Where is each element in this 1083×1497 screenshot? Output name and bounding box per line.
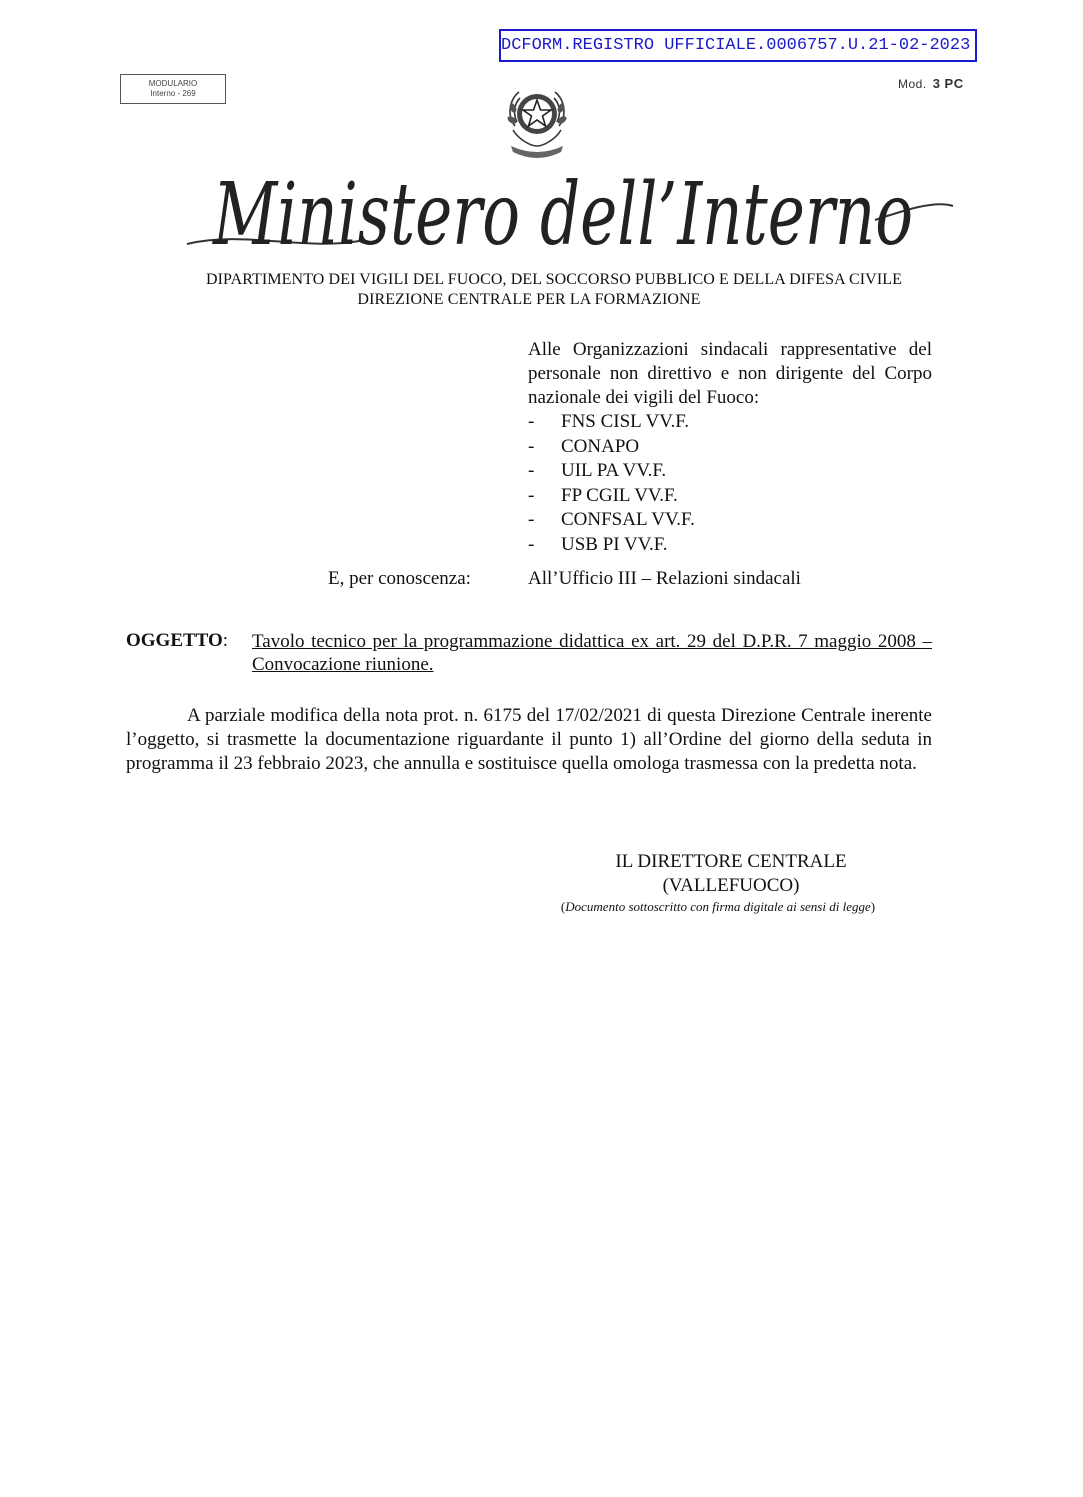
union-item: - FP CGIL VV.F. — [528, 484, 678, 506]
body-paragraph: A parziale modifica della nota prot. n. 6175 del 17/02/2021 di questa Direzione Centrale inerente l’oggetto, si trasmette la documentazione riguardante il punto 1) all’Ordine del giorno della seduta in programma il 23 febbraio 2023, che annulla e sostituisce quella omologa trasmessa con la predetta nota. — [126, 705, 932, 775]
union-item: - USB PI VV.F. — [528, 533, 668, 555]
department-heading: DIPARTIMENTO DEI VIGILI DEL FUOCO, DEL SOCCORSO PUBBLICO E DELLA DIFESA CIVILE — [205, 271, 903, 288]
union-item: - UIL PA VV.F. — [528, 460, 667, 481]
union-list — [528, 410, 932, 557]
protocol-stamp: DCFORM.REGISTRO UFFICIALE.0006757.U.21-02-2023 — [499, 29, 977, 62]
mod-code — [898, 76, 964, 91]
cc-recipient: All’Ufficio III – Relazioni sindacali — [528, 568, 801, 589]
union-item: - CONFSAL VV.F. — [528, 509, 695, 530]
union-item: - FNS CISL VV.F. — [528, 411, 690, 432]
cc-label: E, per conoscenza: — [328, 568, 471, 589]
ministry-logotype — [185, 160, 955, 265]
signatory-title: IL DIRETTORE CENTRALE — [615, 851, 847, 872]
union-item: - CONAPO — [528, 435, 640, 457]
subject-label: OGGETTO: — [126, 630, 229, 651]
digital-signature-note: (Documento sottoscritto con firma digitale ai sensi di legge) — [560, 899, 876, 914]
mod-prefix: Mod. — [898, 77, 927, 91]
modulario-line2: Interno - 269 — [150, 89, 196, 98]
signatory-name: (VALLEFUOCO) — [662, 875, 800, 896]
recipients-block — [528, 338, 932, 557]
directorate-heading: DIREZIONE CENTRALE PER LA FORMAZIONE — [357, 291, 701, 308]
recipients-intro: Alle Organizzazioni sindacali rappresentative del personale non direttivo e non dirigente del Corpo nazionale dei vigili del Fuoco: — [528, 339, 932, 408]
modulario-line1: MODULARIO — [148, 79, 198, 88]
republic-emblem-icon — [503, 78, 571, 164]
ministry-name: Ministero dell’Interno — [211, 165, 913, 265]
modulario-box — [120, 74, 226, 104]
mod-number: 3 PC — [932, 76, 964, 91]
subject-text: Tavolo tecnico per la programmazione didattica ex art. 29 del D.P.R. 7 maggio 2008 – Convocazione riunione. — [252, 631, 932, 675]
